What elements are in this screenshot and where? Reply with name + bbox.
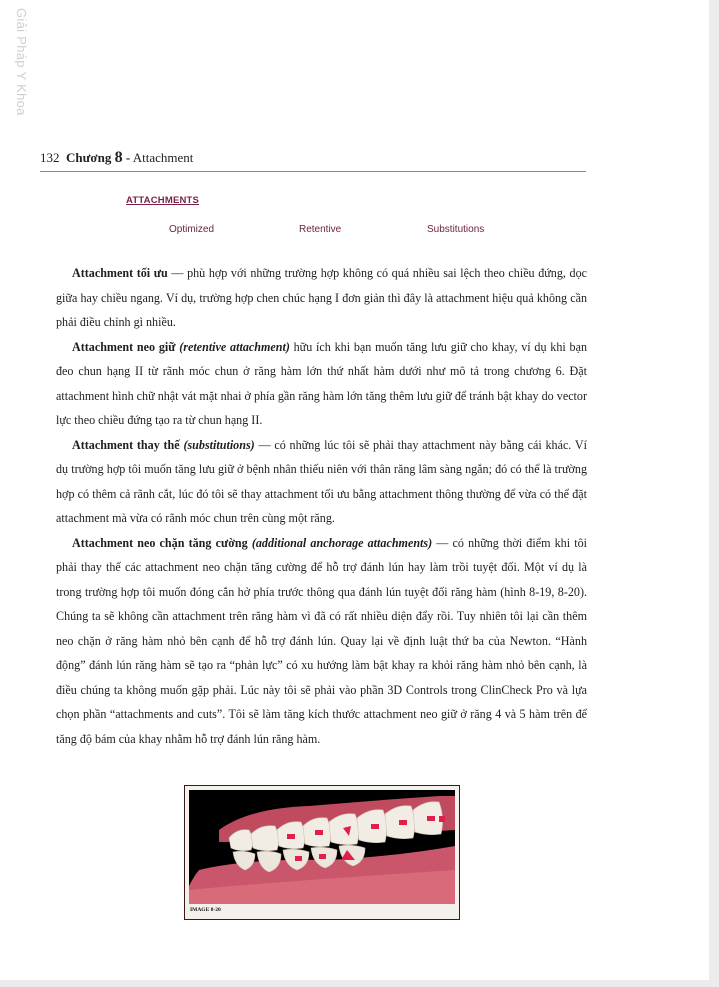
paragraph-lead: Attachment neo giữ xyxy=(72,339,180,354)
running-header xyxy=(40,149,193,167)
paragraph-optimized xyxy=(56,261,587,335)
attachment-option-optimized: Optimized xyxy=(169,224,215,235)
watermark-text: Giải Pháp Y Khoa xyxy=(14,8,29,116)
paragraph-lead: Attachment neo chặn tăng cường xyxy=(72,535,252,550)
figure-image-8-20 xyxy=(184,785,460,920)
page-number: 132 xyxy=(40,150,60,165)
paragraph-substitutions xyxy=(56,433,587,531)
chapter-word: Chương xyxy=(66,150,112,165)
attachments-panel-title: ATTACHMENTS xyxy=(126,195,200,206)
chapter-title: Attachment xyxy=(132,150,194,165)
page-edge-shadow xyxy=(709,0,719,987)
paragraph-text: — có những lúc tôi sẽ phải thay attachment này bằng cái khác. Ví dụ trường hợp tôi muốn tăng lưu giữ ở bệnh nhân thiếu niên với thân răng lâm sàng ngắn; đó có thể là trường hợp có thêm cả rãnh cắt, lúc đó tôi sẽ thay attachment tối ưu bằng attachment thông thường để vừa có thể đặt attachment mà vừa có rãnh móc chun trên cùng một răng. xyxy=(56,437,587,525)
body-text xyxy=(56,261,587,751)
attachment-option-substitutions: Substitutions xyxy=(427,224,485,235)
header-separator: - xyxy=(125,150,131,165)
dental-model-photo xyxy=(189,790,455,904)
paragraph-anchorage xyxy=(56,531,587,752)
header-divider xyxy=(40,171,586,172)
paragraph-text: — phù hợp với những trường hợp không có quá nhiều sai lệch theo chiều đứng, dọc giữa hay chiều ngang. Ví dụ, trường hợp chen chúc hạng I đơn giản thì đây là attachment hiệu quả không cần phải điều chỉnh gì nhiều. xyxy=(56,266,587,329)
paragraph-text: hữu ích khi bạn muốn tăng lưu giữ cho khay, ví dụ khi bạn đeo chun hạng II từ rãnh móc chun ở răng hàm lớn thứ nhất hàm dưới như mô tả trong chương 6. Đặt attachment hình chữ nhật vát mặt nhai ở phía gần răng hàm lớn tăng thêm lưu giữ để tránh bật khay do vector lực theo chiều đứng tạo ra từ chun hạng II. xyxy=(56,339,587,427)
paragraph-term: (substitutions) xyxy=(183,437,255,452)
paragraph-lead: Attachment tối ưu xyxy=(72,266,168,280)
watermark xyxy=(6,8,36,118)
paragraph-lead: Attachment thay thế xyxy=(72,437,184,452)
figure-caption: IMAGE 8-20 xyxy=(190,907,221,913)
page-bottom-shadow xyxy=(0,980,719,987)
dental-model-illustration xyxy=(189,790,455,904)
paragraph-term: (additional anchorage attachments) xyxy=(251,535,433,550)
paragraph-term: (retentive attachment) xyxy=(179,339,290,354)
chapter-number: 8 xyxy=(114,149,123,166)
paragraph-text: — có những thời điểm khi tôi phải thay thế các attachment neo chặn tăng cường để hỗ trợ đánh lún hay làm trồi tuyệt đối. Một ví dụ là trong trường hợp tôi muốn đóng cắn hở phía trước thông qua đánh lún tuyệt đối răng hàm (hình 8-19, 8-20). Chúng ta sẽ không cần attachment trên răng hàm vì đã có rất nhiều diện đẩy rồi. Tuy nhiên tôi lại cần thêm neo chặn ở răng hàm nhỏ bên cạnh để hỗ trợ đánh lún. Quay lại về định luật thứ ba của Newton. “Hành động” đánh lún răng hàm sẽ tạo ra “phản lực” có xu hướng làm bật khay ra khỏi răng hàm nhỏ bên cạnh, là điều chúng ta không muốn gặp phải. Lúc này tôi sẽ phải vào phần 3D Controls trong ClinCheck Pro và lựa chọn phần “attachments and cuts”. Tôi sẽ làm tăng kích thước attachment neo giữ ở răng 4 và 5 hàm trên để tăng độ bám của khay nhằm hỗ trợ đánh lún răng hàm. xyxy=(56,535,587,746)
attachment-option-retentive: Retentive xyxy=(299,224,342,235)
paragraph-retentive xyxy=(56,335,587,433)
